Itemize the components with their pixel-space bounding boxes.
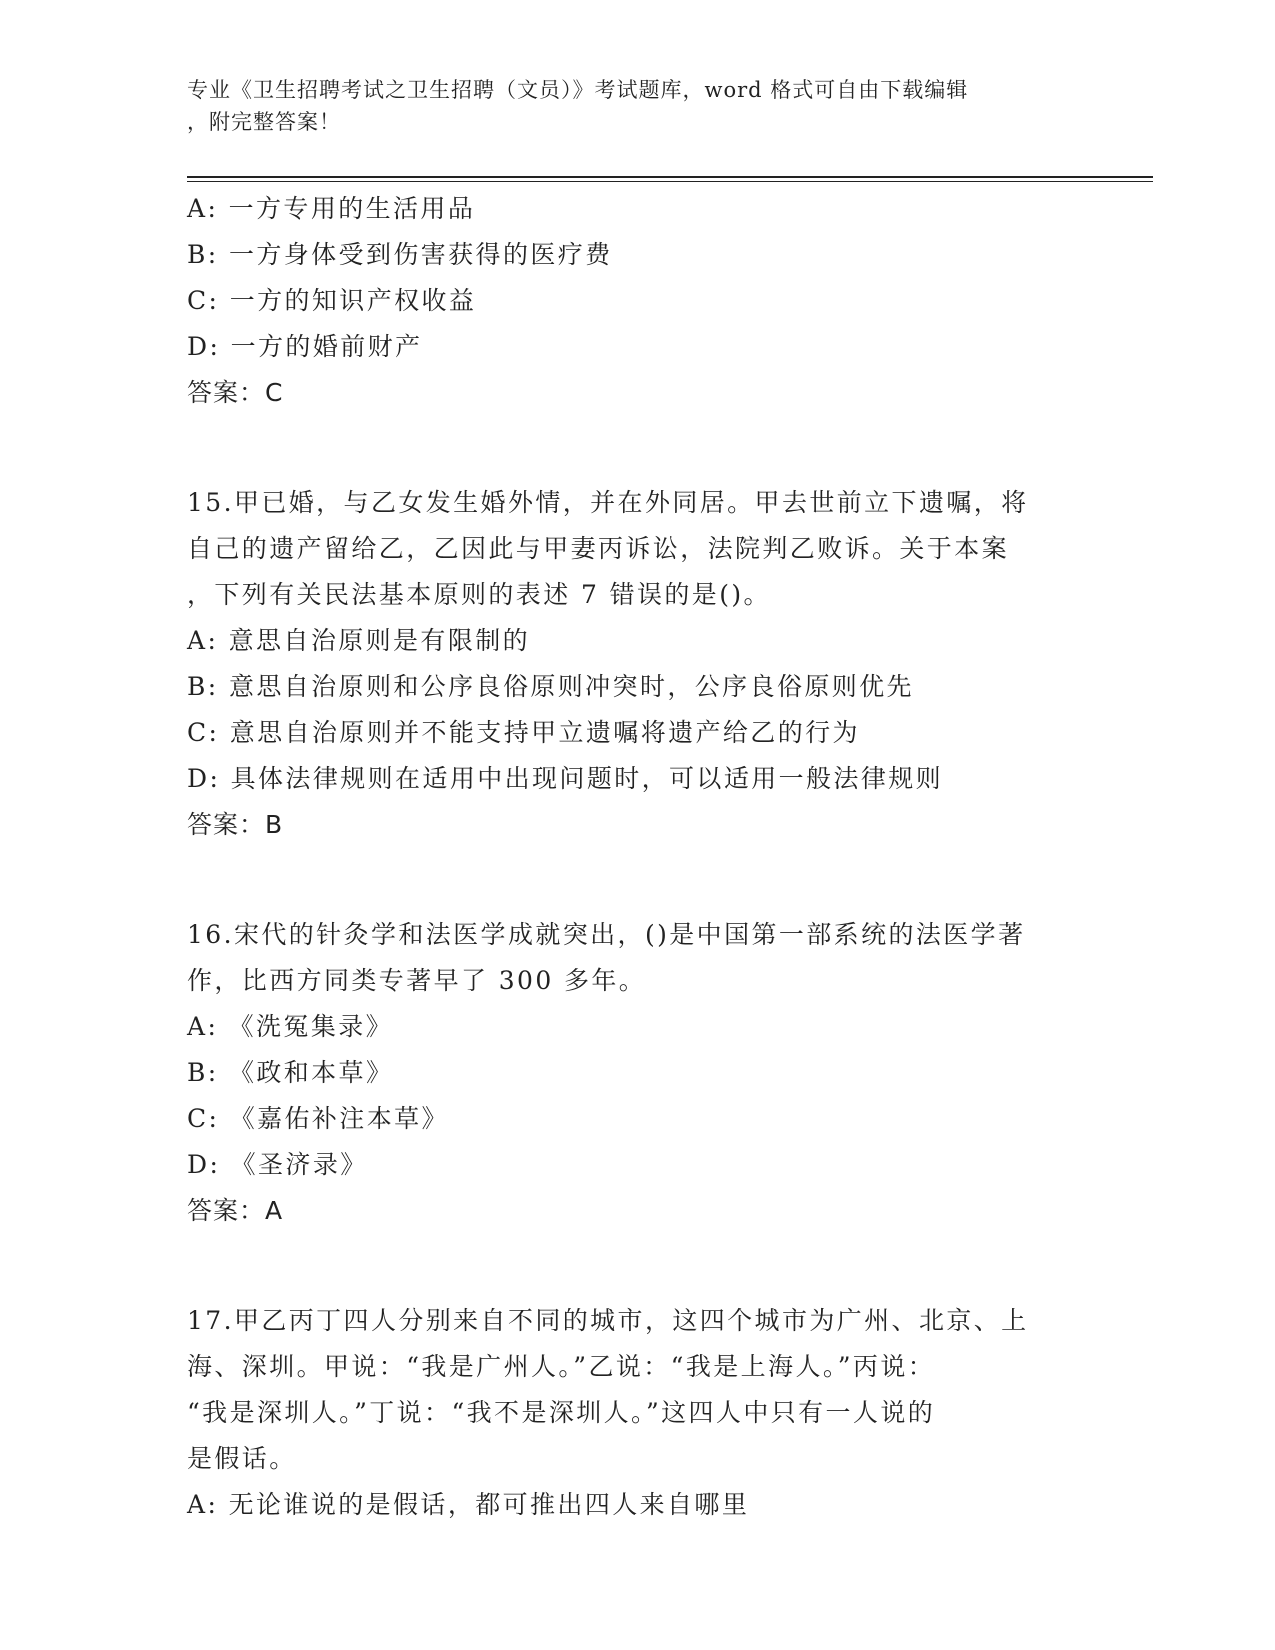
option-b: B: 意思自治原则和公序良俗原则冲突时，公序良俗原则优先 (187, 672, 914, 701)
header-divider (187, 176, 1153, 182)
option-c: C: 意思自治原则并不能支持甲立遗嘱将遗产给乙的行为 (187, 718, 860, 747)
option-b: B: 一方身体受到伤害获得的医疗费 (187, 240, 613, 269)
answer-label: 答案：C (187, 378, 284, 407)
document-header (187, 74, 1067, 138)
question-15 (187, 480, 1087, 848)
question-list (187, 186, 1087, 1528)
question-stem-line: 自己的遗产留给乙，乙因此与甲妻丙诉讼，法院判乙败诉。关于本案 (187, 534, 1010, 563)
question-spacer (187, 1234, 1087, 1298)
option-d: D: 一方的婚前财产 (187, 332, 423, 361)
option-a: A: 意思自治原则是有限制的 (187, 626, 531, 655)
option-a: A: 《洗冤集录》 (187, 1012, 394, 1041)
question-stem-line: 是假话。 (187, 1444, 297, 1473)
option-a: A: 一方专用的生活用品 (187, 194, 476, 223)
option-b: B: 《政和本草》 (187, 1058, 394, 1087)
question-17 (187, 1298, 1087, 1528)
option-c: C: 一方的知识产权收益 (187, 286, 477, 315)
question-stem-line: ，下列有关民法基本原则的表述 7 错误的是()。 (187, 580, 771, 609)
option-a: A: 无论谁说的是假话，都可推出四人来自哪里 (187, 1490, 750, 1519)
question-stem-line: 15.甲已婚，与乙女发生婚外情，并在外同居。甲去世前立下遗嘱，将 (187, 488, 1029, 517)
question-spacer (187, 848, 1087, 912)
answer-label: 答案：B (187, 810, 284, 839)
option-d: D: 具体法律规则在适用中出现问题时，可以适用一般法律规则 (187, 764, 944, 793)
question-stem-line: 17.甲乙丙丁四人分别来自不同的城市，这四个城市为广州、北京、上 (187, 1306, 1029, 1335)
option-c: C: 《嘉佑补注本草》 (187, 1104, 449, 1133)
question-stem-line: 16.宋代的针灸学和法医学成就突出，()是中国第一部系统的法医学著 (187, 920, 1026, 949)
question-stem-line: 作，比西方同类专著早了 300 多年。 (187, 966, 647, 995)
question-spacer (187, 416, 1087, 480)
answer-label: 答案：A (187, 1196, 284, 1225)
question-stem-line: “我是深圳人。”丁说：“我不是深圳人。”这四人中只有一人说的 (187, 1398, 936, 1427)
header-line-2: ，附完整答案！ (187, 110, 341, 134)
header-line-1: 专业《卫生招聘考试之卫生招聘（文员）》考试题库，word 格式可自由下载编辑 (187, 78, 969, 102)
question-stem-line: 海、深圳。甲说：“我是广州人。”乙说：“我是上海人。”丙说： (187, 1352, 936, 1381)
question-16 (187, 912, 1087, 1234)
question-14 (187, 186, 1087, 416)
option-d: D: 《圣济录》 (187, 1150, 368, 1179)
